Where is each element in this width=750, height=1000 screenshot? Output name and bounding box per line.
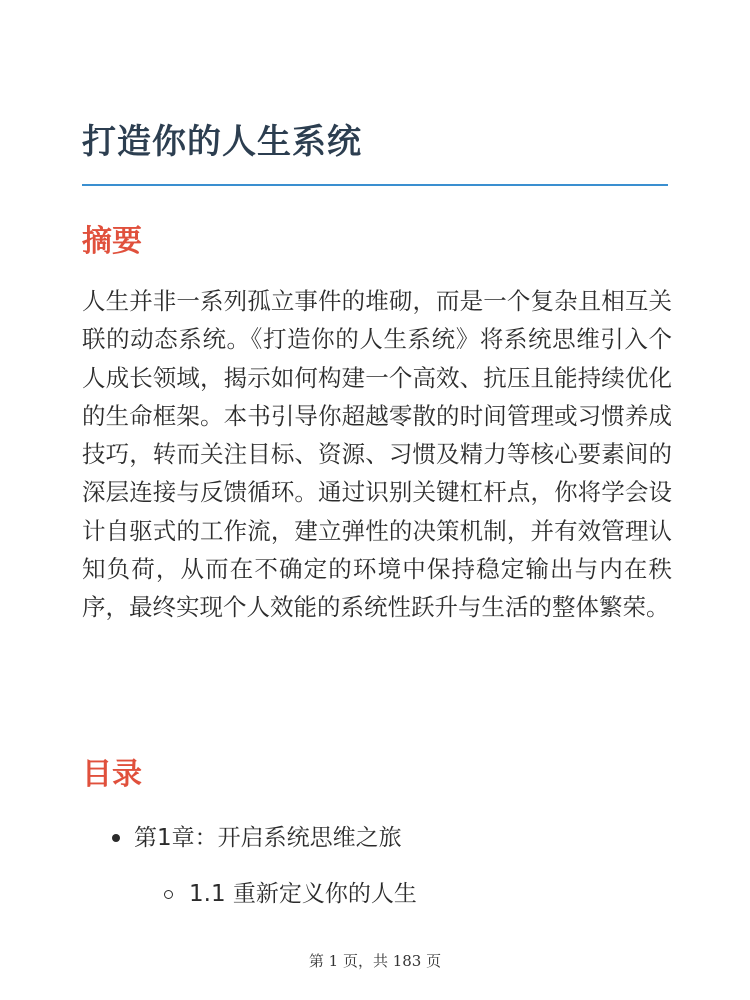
book-title: 打造你的人生系统 <box>82 122 362 162</box>
abstract-heading: 摘要 <box>82 224 142 259</box>
toc-item-section-1-1[interactable] <box>82 871 672 917</box>
toc-item-chapter-1[interactable] <box>82 815 672 861</box>
abstract-body: 人生并非一系列孤立事件的堆砌，而是一个复杂且相互关联的动态系统。《打造你的人生系统》将系统思维引入个人成长领域，揭示如何构建一个高效、抗压且能持续优化的生命框架。本书引导你超越零散的时间管理或习惯养成技巧，转而关注目标、资源、习惯及精力等核心要素间的深层连接与反馈循环。通过识别关键杠杆点，你将学会设计自驱式的工作流，建立弹性的决策机制，并有效管理认知负荷，从而在不确定的环境中保持稳定输出与内在秩序，最终实现个人效能的系统性跃升与生活的整体繁荣。 <box>82 287 672 622</box>
toc-heading: 目录 <box>82 757 142 792</box>
filled-bullet-icon <box>112 834 120 842</box>
title-divider <box>82 184 668 186</box>
page-number-footer: 第 1 页，共 183 页 <box>308 952 442 970</box>
hollow-bullet-icon <box>164 890 173 899</box>
toc-item-label: 1.1 重新定义你的人生 <box>189 881 417 907</box>
toc-item-label: 第1章：开启系统思维之旅 <box>134 825 402 851</box>
toc-list <box>82 815 672 917</box>
